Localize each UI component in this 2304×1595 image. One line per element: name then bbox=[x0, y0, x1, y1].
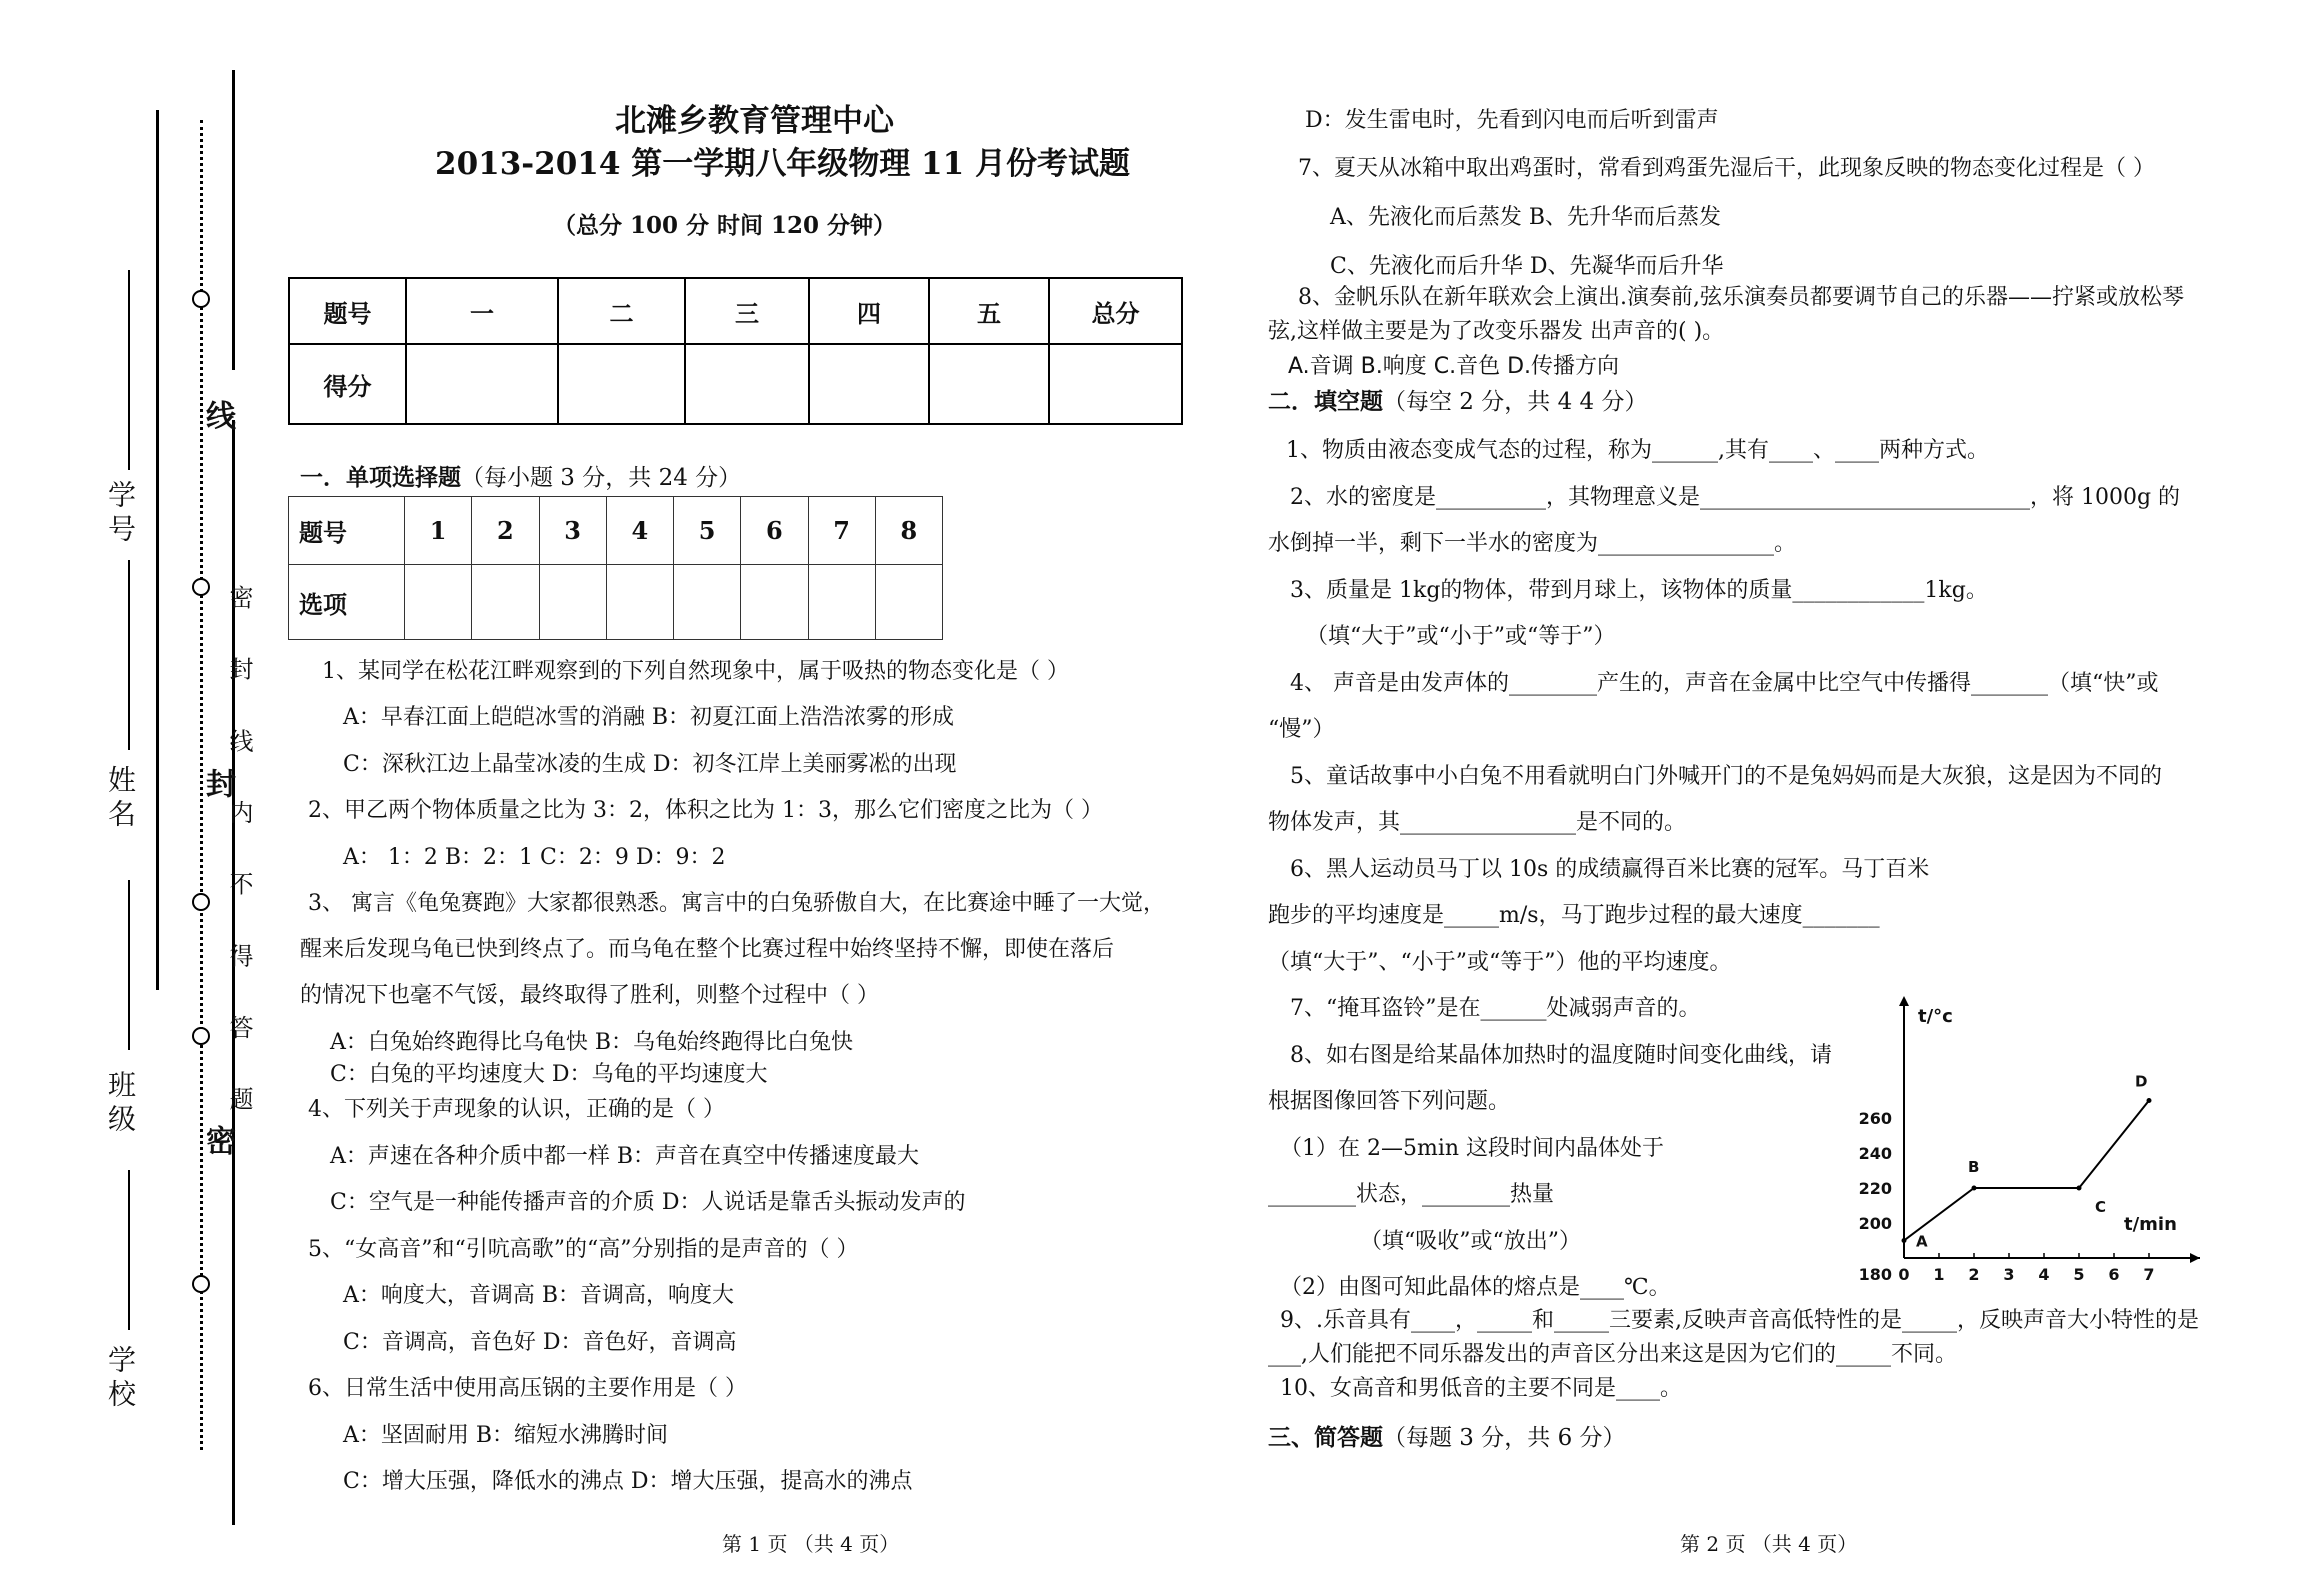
page-number-2: 第 2 页 （共 4 页） bbox=[1680, 1532, 1858, 1556]
question-line: 3、 寓言《龟兔赛跑》大家都很熟悉。寓言中的白兔骄傲自大，在比赛途中睡了一大觉， bbox=[308, 891, 1165, 916]
seal-xian: 线 bbox=[200, 400, 235, 430]
question-option: A.音调 B.响度 C.音色 D.传播方向 bbox=[1288, 354, 1620, 379]
student-id-line bbox=[128, 270, 130, 470]
x-axis-label: t/min bbox=[2124, 1214, 2177, 1235]
question-line: 4、下列关于声现象的认识，正确的是（ ） bbox=[308, 1097, 725, 1122]
temperature-curve bbox=[1904, 1101, 2149, 1241]
fill-line: （2）由图可知此晶体的熔点是____℃。 bbox=[1280, 1275, 1671, 1300]
y-axis-arrow bbox=[1899, 996, 1909, 1006]
answer-table bbox=[288, 496, 943, 640]
exam-title: 2013-2014 第一学期八年级物理 11 月份考试题 bbox=[435, 146, 1130, 182]
score-cell[interactable] bbox=[558, 344, 685, 424]
answer-cell[interactable] bbox=[674, 565, 741, 640]
question-line: 7、夏天从冰箱中取出鸡蛋时，常看到鸡蛋先湿后干，此现象反映的物态变化过程是（ ） bbox=[1298, 156, 2155, 181]
score-cell[interactable] bbox=[929, 344, 1049, 424]
question-line: 醒来后发现乌龟已快到终点了。而乌龟在整个比赛过程中始终坚持不懈，即使在落后 bbox=[300, 937, 1115, 962]
score-cell[interactable] bbox=[685, 344, 809, 424]
x-tick-label: 4 bbox=[2038, 1265, 2050, 1284]
section2-title: 二．填空题 bbox=[1268, 388, 1383, 415]
answer-row2-label: 选项 bbox=[289, 565, 405, 640]
class-label: 班级 bbox=[104, 1070, 137, 1138]
section1-note: （每小题 3 分，共 24 分） bbox=[461, 465, 742, 491]
y-tick-label: 260 bbox=[1858, 1109, 1892, 1128]
question-option: A、先液化而后蒸发 B、先升华而后蒸发 bbox=[1330, 205, 1722, 230]
question-option: D：发生雷电时，先看到闪电而后听到雷声 bbox=[1305, 108, 1719, 133]
question-option: C：音调高，音色好 D：音色好，音调高 bbox=[343, 1330, 737, 1355]
seal-feng: 封 bbox=[200, 768, 235, 798]
fill-line: 7、“掩耳盗铃”是在______处减弱声音的。 bbox=[1290, 996, 1701, 1021]
question-line: 的情况下也毫不气馁，最终取得了胜利，则整个过程中（ ） bbox=[300, 983, 879, 1008]
score-row-label: 得分 bbox=[289, 344, 406, 424]
section2-heading bbox=[1268, 388, 1647, 417]
x-tick-label: 2 bbox=[1968, 1265, 1980, 1284]
x-tick-label: 7 bbox=[2143, 1265, 2155, 1284]
y-tick-label: 240 bbox=[1858, 1144, 1892, 1163]
fill-line: 3、质量是 1kg的物体，带到月球上，该物体的质量____________1kg。 bbox=[1290, 578, 1988, 603]
binding-line-upper bbox=[232, 70, 235, 370]
fill-line: 6、黑人运动员马丁以 10s 的成绩赢得百米比赛的冠军。马丁百米 bbox=[1290, 857, 1930, 882]
fill-line: 跑步的平均速度是_____m/s，马丁跑步过程的最大速度_______ bbox=[1268, 903, 1880, 928]
question-option: C：空气是一种能传播声音的介质 D：人说话是靠舌头振动发声的 bbox=[330, 1190, 966, 1215]
answer-cell[interactable] bbox=[539, 565, 606, 640]
answer-number: 5 bbox=[674, 497, 741, 565]
fill-line: 9、.乐音具有____，_____和_____三要素,反映声音高低特性的是_____，反映声音大小特性的是 bbox=[1280, 1308, 2199, 1333]
exam-info: （总分 100 分 时间 120 分钟） bbox=[553, 212, 897, 239]
answer-cell[interactable] bbox=[405, 565, 472, 640]
answer-cell[interactable] bbox=[741, 565, 808, 640]
binding-hole bbox=[192, 290, 210, 308]
page-number-1: 第 1 页 （共 4 页） bbox=[722, 1532, 900, 1556]
class-line bbox=[128, 880, 130, 1050]
score-table bbox=[288, 277, 1183, 425]
binding-hole bbox=[192, 1027, 210, 1045]
question-line: 5、“女高音”和“引吭高歌”的“高”分别指的是声音的（ ） bbox=[308, 1237, 859, 1262]
y-tick-label: 220 bbox=[1858, 1179, 1892, 1198]
x-tick-label: 3 bbox=[2003, 1265, 2015, 1284]
fill-line: ___,人们能把不同乐器发出的声音区分出来这是因为它们的_____不同。 bbox=[1268, 1342, 1957, 1367]
question-option: A：白兔始终跑得比乌龟快 B：乌龟始终跑得比白兔快 bbox=[330, 1030, 854, 1055]
answer-cell[interactable] bbox=[875, 565, 942, 640]
school-label: 学校 bbox=[104, 1345, 137, 1413]
answer-number: 1 bbox=[405, 497, 472, 565]
section3-title: 三、简答题 bbox=[1268, 1424, 1383, 1451]
x-tick-label: 0 bbox=[1898, 1265, 1910, 1284]
score-header: 五 bbox=[929, 278, 1049, 344]
score-header: 题号 bbox=[289, 278, 406, 344]
score-header: 总分 bbox=[1049, 278, 1182, 344]
question-line: 6、日常生活中使用高压锅的主要作用是（ ） bbox=[308, 1376, 747, 1401]
seal-mi: 密 bbox=[200, 1125, 235, 1155]
question-option: C：白兔的平均速度大 D：乌龟的平均速度大 bbox=[330, 1062, 768, 1087]
point-label: C bbox=[2095, 1198, 2107, 1216]
score-header: 一 bbox=[406, 278, 558, 344]
answer-row1-label: 题号 bbox=[289, 497, 405, 565]
binding-hole bbox=[192, 893, 210, 911]
section1-heading bbox=[300, 464, 741, 493]
section3-note: （每题 3 分，共 6 分） bbox=[1383, 1425, 1626, 1451]
score-cell[interactable] bbox=[1049, 344, 1182, 424]
org-title: 北滩乡教育管理中心 bbox=[615, 103, 894, 139]
answer-cell[interactable] bbox=[472, 565, 539, 640]
score-header: 四 bbox=[809, 278, 929, 344]
fill-line: 4、 声音是由发声体的________产生的，声音在金属中比空气中传播得_______（填“快”或 bbox=[1290, 671, 2159, 696]
fill-line: 水倒掉一半，剩下一半水的密度为________________。 bbox=[1268, 531, 1797, 556]
section1-title: 一．单项选择题 bbox=[300, 464, 461, 491]
data-point bbox=[2077, 1186, 2082, 1191]
name-line bbox=[128, 560, 130, 750]
fill-line: （填“大于”或“小于”或“等于”） bbox=[1306, 624, 1616, 649]
fill-line: 2、水的密度是__________，其物理意义是______________________________，将 1000g 的 bbox=[1290, 485, 2181, 510]
point-label: A bbox=[1916, 1232, 1928, 1251]
temperature-chart bbox=[1840, 990, 2200, 1290]
question-option: A：早春江面上皑皑冰雪的消融 B：初夏江面上浩浩浓雾的形成 bbox=[343, 705, 955, 730]
fill-line: 根据图像回答下列问题。 bbox=[1268, 1089, 1511, 1114]
score-header: 三 bbox=[685, 278, 809, 344]
fill-line: “慢”） bbox=[1268, 717, 1335, 742]
fill-line: （1）在 2—5min 这段时间内晶体处于 bbox=[1280, 1136, 1665, 1161]
data-point bbox=[1972, 1186, 1977, 1191]
question-line: 1、某同学在松花江畔观察到的下列自然现象中，属于吸热的物态变化是（ ） bbox=[322, 659, 1069, 684]
question-line: 8、金帆乐队在新年联欢会上演出.演奏前,弦乐演奏员都要调节自己的乐器——拧紧或放松琴 bbox=[1298, 285, 2184, 310]
x-tick-label: 6 bbox=[2108, 1265, 2120, 1284]
question-option: A：坚固耐用 B：缩短水沸腾时间 bbox=[343, 1423, 669, 1448]
score-cell[interactable] bbox=[809, 344, 929, 424]
point-label: B bbox=[1968, 1158, 1980, 1176]
x-tick-label: 5 bbox=[2073, 1265, 2085, 1284]
y-tick-label: 180 bbox=[1858, 1265, 1892, 1284]
fill-line: 物体发声，其________________是不同的。 bbox=[1268, 810, 1687, 835]
fill-line: ________状态，________热量 bbox=[1268, 1182, 1555, 1207]
question-option: C：增大压强，降低水的沸点 D：增大压强，提高水的沸点 bbox=[343, 1469, 913, 1494]
fill-line: （填“吸收”或“放出”） bbox=[1360, 1229, 1581, 1254]
section3-heading bbox=[1268, 1424, 1626, 1453]
question-option: C：深秋江边上晶莹冰凌的生成 D：初冬江岸上美丽雾凇的出现 bbox=[343, 752, 957, 777]
x-axis-arrow bbox=[2190, 1253, 2200, 1263]
question-option: A： 1：2 B：2：1 C：2：9 D：9：2 bbox=[343, 845, 726, 870]
fill-line: 8、如右图是给某晶体加热时的温度随时间变化曲线，请 bbox=[1290, 1043, 1832, 1068]
score-cell[interactable] bbox=[406, 344, 558, 424]
binding-line-outer bbox=[156, 110, 159, 990]
fill-line: （填“大于”、“小于”或“等于”）他的平均速度。 bbox=[1268, 950, 1732, 975]
fill-line: 10、女高音和男低音的主要不同是____。 bbox=[1280, 1376, 1682, 1401]
answer-number: 4 bbox=[606, 497, 673, 565]
data-point bbox=[1902, 1238, 1907, 1243]
data-point bbox=[2147, 1098, 2152, 1103]
student-id-label: 学号 bbox=[104, 480, 137, 548]
answer-cell[interactable] bbox=[606, 565, 673, 640]
answer-number: 7 bbox=[808, 497, 875, 565]
answer-number: 3 bbox=[539, 497, 606, 565]
score-header: 二 bbox=[558, 278, 685, 344]
fill-line: 1、物质由液态变成气态的过程，称为______,其有____、____两种方式。 bbox=[1286, 438, 1989, 463]
question-option: A：声速在各种介质中都一样 B：声音在真空中传播速度最大 bbox=[330, 1144, 920, 1169]
school-line bbox=[128, 1170, 130, 1330]
name-label: 姓名 bbox=[104, 765, 137, 833]
question-option: A：响度大，音调高 B：音调高，响度大 bbox=[343, 1283, 735, 1308]
x-tick-label: 1 bbox=[1933, 1265, 1945, 1284]
answer-cell[interactable] bbox=[808, 565, 875, 640]
y-axis-label: t/°c bbox=[1918, 1006, 1953, 1027]
answer-number: 8 bbox=[875, 497, 942, 565]
question-line: 2、甲乙两个物体质量之比为 3：2，体积之比为 1：3，那么它们密度之比为（ ） bbox=[308, 798, 1103, 823]
section2-note: （每空 2 分，共 4 4 分） bbox=[1383, 389, 1648, 415]
answer-number: 2 bbox=[472, 497, 539, 565]
question-line: 弦,这样做主要是为了改变乐器发 出声音的( )。 bbox=[1268, 319, 1725, 344]
question-option: C、先液化而后升华 D、先凝华而后升华 bbox=[1330, 254, 1724, 279]
binding-hole bbox=[192, 578, 210, 596]
point-label: D bbox=[2135, 1072, 2148, 1091]
fill-line: 5、童话故事中小白兔不用看就明白门外喊开门的不是兔妈妈而是大灰狼，这是因为不同的 bbox=[1290, 764, 2163, 789]
answer-number: 6 bbox=[741, 497, 808, 565]
binding-hole bbox=[192, 1275, 210, 1293]
y-tick-label: 200 bbox=[1858, 1214, 1892, 1233]
seal-note: 密 封 线 内 不 得 答 题 bbox=[225, 585, 253, 1131]
